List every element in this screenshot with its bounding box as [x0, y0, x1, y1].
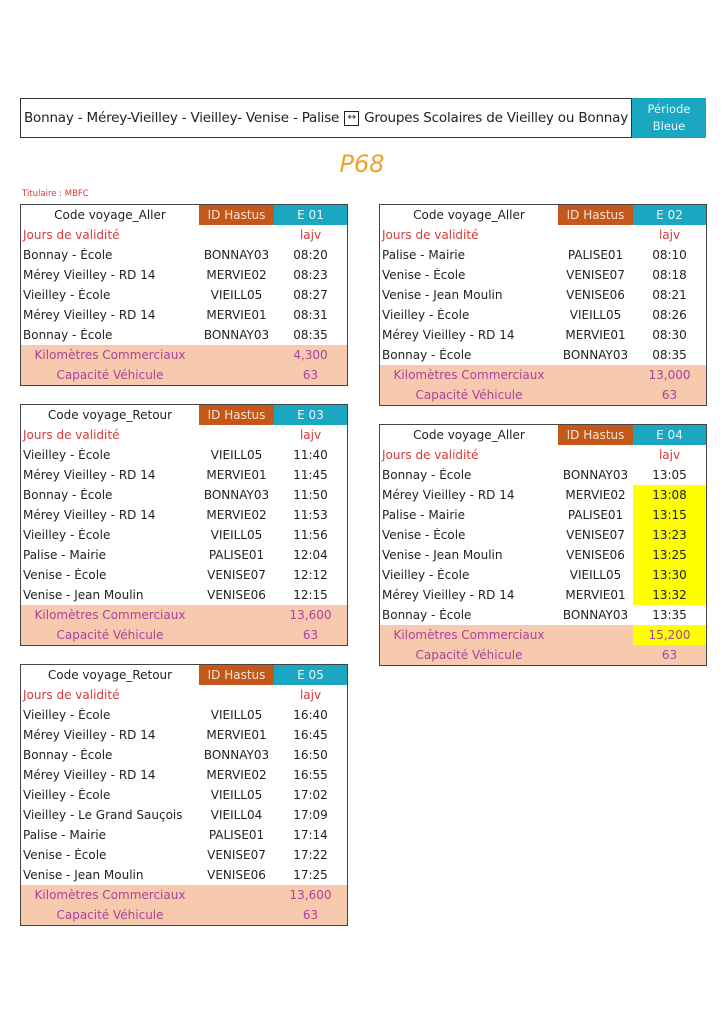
validity-value: lajv [658, 448, 681, 462]
stop-time: 11:40 [293, 448, 328, 462]
stop-id: VENISE07 [207, 568, 266, 582]
stop-id: MERVIE02 [565, 488, 626, 502]
stop-row [21, 325, 347, 345]
trip-header-row [380, 205, 706, 225]
stop-time: 08:20 [293, 248, 328, 262]
validity-label: Jours de validité [23, 228, 120, 242]
stop-id: MERVIE01 [206, 468, 267, 482]
stop-time: 17:22 [293, 848, 328, 862]
stop-name: Vieilley - École [382, 308, 470, 322]
trip-header-row [21, 205, 347, 225]
stop-id: VIEILL05 [210, 708, 263, 722]
stop-time: 08:23 [293, 268, 328, 282]
km-label: Kilomètres Commerciaux [34, 888, 186, 902]
route-from: Bonnay - Mérey-Vieilley - Vieilley- Venise - Palise [23, 110, 340, 126]
stop-id: BONNAY03 [203, 748, 270, 762]
stop-id: MERVIE01 [206, 308, 267, 322]
stop-row [21, 265, 347, 285]
stop-row [21, 785, 347, 805]
stop-id: VIEILL04 [210, 808, 263, 822]
stop-time: 16:45 [293, 728, 328, 742]
km-label: Kilomètres Commerciaux [393, 368, 545, 382]
stop-row [380, 265, 706, 285]
stop-time: 13:30 [633, 565, 706, 585]
stop-time: 16:40 [293, 708, 328, 722]
stop-time: 11:50 [293, 488, 328, 502]
validity-label: Jours de validité [382, 448, 479, 462]
stop-time: 11:56 [293, 528, 328, 542]
stop-name: Venise - École [382, 268, 466, 282]
stop-id: BONNAY03 [203, 488, 270, 502]
stop-name: Mérey Vieilley - RD 14 [382, 328, 515, 342]
validity-row [21, 225, 347, 245]
stop-row [21, 805, 347, 825]
stop-row [380, 325, 706, 345]
capacity-row [21, 905, 347, 925]
stop-id: MERVIE01 [565, 588, 626, 602]
trip-direction-label: Code voyage_Retour [47, 408, 173, 422]
capacity-value: 63 [661, 648, 678, 662]
stop-row [380, 505, 706, 525]
capacity-value: 63 [302, 908, 319, 922]
stop-name: Bonnay - École [382, 608, 472, 622]
stop-time: 13:35 [652, 608, 687, 622]
capacity-label: Capacité Véhicule [56, 908, 164, 922]
id-hastus-header: ID Hastus [558, 205, 633, 225]
stop-row [21, 725, 347, 745]
trip-id-badge: E 03 [274, 405, 347, 425]
stop-time: 13:15 [633, 505, 706, 525]
stop-row [380, 585, 706, 605]
stop-row [380, 565, 706, 585]
stop-time: 16:55 [293, 768, 328, 782]
stop-row [21, 545, 347, 565]
stop-name: Mérey Vieilley - RD 14 [23, 728, 156, 742]
km-row [21, 345, 347, 365]
capacity-row [21, 365, 347, 385]
id-hastus-header: ID Hastus [558, 425, 633, 445]
trip-table [379, 424, 707, 666]
validity-label: Jours de validité [23, 428, 120, 442]
stop-row [21, 865, 347, 885]
validity-value: lajv [299, 428, 322, 442]
line-code-title: P68 [339, 150, 385, 178]
stop-time: 08:27 [293, 288, 328, 302]
stop-name: Venise - Jean Moulin [382, 288, 503, 302]
stop-id: MERVIE02 [206, 508, 267, 522]
stop-row [21, 765, 347, 785]
stop-name: Palise - Mairie [382, 248, 466, 262]
capacity-label: Capacité Véhicule [415, 648, 523, 662]
id-hastus-header: ID Hastus [199, 205, 274, 225]
stop-name: Venise - Jean Moulin [382, 548, 503, 562]
stop-id: BONNAY03 [203, 248, 270, 262]
stop-time: 13:08 [633, 485, 706, 505]
km-row [21, 885, 347, 905]
stop-name: Vieilley - École [23, 788, 111, 802]
stop-name: Bonnay - École [382, 468, 472, 482]
km-value: 13,600 [289, 608, 332, 622]
stop-row [21, 825, 347, 845]
stop-id: MERVIE02 [206, 268, 267, 282]
trip-table [20, 664, 348, 926]
stop-id: VENISE07 [566, 268, 625, 282]
trip-id-badge: E 05 [274, 665, 347, 685]
stop-row [380, 465, 706, 485]
stop-time: 13:05 [652, 468, 687, 482]
trip-table [379, 204, 707, 406]
capacity-value: 63 [302, 628, 319, 642]
stop-name: Venise - École [23, 848, 107, 862]
stop-name: Palise - Mairie [23, 828, 107, 842]
stop-row [380, 485, 706, 505]
stop-id: VENISE06 [566, 288, 625, 302]
route-to: Groupes Scolaires de Vieilley ou Bonnay [364, 110, 629, 126]
km-label: Kilomètres Commerciaux [34, 348, 186, 362]
stop-time: 13:25 [633, 545, 706, 565]
stop-row [21, 845, 347, 865]
trip-header-row [380, 425, 706, 445]
stop-name: Venise - École [23, 568, 107, 582]
trip-direction-label: Code voyage_Aller [54, 208, 166, 222]
stop-time: 17:25 [293, 868, 328, 882]
stop-row [380, 245, 706, 265]
stop-id: BONNAY03 [562, 468, 629, 482]
stop-row [21, 705, 347, 725]
stop-row [380, 605, 706, 625]
validity-label: Jours de validité [382, 228, 479, 242]
stop-name: Bonnay - École [382, 348, 472, 362]
km-value: 4,300 [293, 348, 328, 362]
stop-time: 08:10 [652, 248, 687, 262]
stop-id: BONNAY03 [203, 328, 270, 342]
stop-time: 08:35 [652, 348, 687, 362]
stop-id: PALISE01 [567, 248, 624, 262]
trip-table [20, 204, 348, 386]
stop-time: 08:35 [293, 328, 328, 342]
stop-row [21, 485, 347, 505]
stop-time: 08:31 [293, 308, 328, 322]
stop-name: Venise - Jean Moulin [23, 868, 144, 882]
stop-name: Palise - Mairie [382, 508, 466, 522]
km-row [380, 625, 706, 645]
km-value: 13,600 [289, 888, 332, 902]
stop-time: 11:45 [293, 468, 328, 482]
km-label: Kilomètres Commerciaux [34, 608, 186, 622]
stop-name: Bonnay - École [23, 248, 113, 262]
validity-value: lajv [658, 228, 681, 242]
capacity-label: Capacité Véhicule [56, 628, 164, 642]
stop-name: Mérey Vieilley - RD 14 [23, 308, 156, 322]
stop-name: Mérey Vieilley - RD 14 [23, 468, 156, 482]
id-hastus-header: ID Hastus [199, 405, 274, 425]
stop-name: Mérey Vieilley - RD 14 [23, 268, 156, 282]
km-value: 15,200 [633, 625, 706, 645]
capacity-row [380, 645, 706, 665]
stop-name: Bonnay - École [23, 328, 113, 342]
stop-name: Mérey Vieilley - RD 14 [382, 488, 515, 502]
stop-name: Vieilley - École [23, 708, 111, 722]
validity-row [21, 425, 347, 445]
stop-row [21, 445, 347, 465]
stop-id: VENISE06 [207, 868, 266, 882]
stop-id: PALISE01 [208, 828, 265, 842]
stop-id: VIEILL05 [210, 448, 263, 462]
holder-label: Titulaire : MBFC [22, 189, 89, 199]
period-badge [632, 98, 706, 138]
capacity-row [380, 385, 706, 405]
km-row [380, 365, 706, 385]
stop-row [21, 305, 347, 325]
validity-value: lajv [299, 228, 322, 242]
stop-id: BONNAY03 [562, 608, 629, 622]
stop-name: Vieilley - École [23, 528, 111, 542]
stop-id: VENISE06 [207, 588, 266, 602]
validity-value: lajv [299, 688, 322, 702]
stop-id: VIEILL05 [569, 568, 622, 582]
stop-row [21, 465, 347, 485]
stop-time: 08:30 [652, 328, 687, 342]
double-arrow-icon: ↔ [344, 111, 359, 126]
stop-name: Venise - École [382, 528, 466, 542]
stop-time: 17:14 [293, 828, 328, 842]
stop-id: PALISE01 [567, 508, 624, 522]
stop-time: 17:09 [293, 808, 328, 822]
stop-id: BONNAY03 [562, 348, 629, 362]
capacity-value: 63 [661, 388, 678, 402]
km-row [21, 605, 347, 625]
capacity-value: 63 [302, 368, 319, 382]
stop-row [21, 505, 347, 525]
trip-header-row [21, 405, 347, 425]
stop-time: 12:12 [293, 568, 328, 582]
capacity-label: Capacité Véhicule [415, 388, 523, 402]
stop-name: Vieilley - École [23, 288, 111, 302]
route-header [20, 98, 632, 138]
stop-row [21, 745, 347, 765]
stop-row [21, 565, 347, 585]
stop-row [21, 525, 347, 545]
stop-time: 13:23 [633, 525, 706, 545]
trip-direction-label: Code voyage_Aller [413, 208, 525, 222]
validity-row [380, 225, 706, 245]
period-line-1: Période [647, 102, 691, 116]
km-value: 13,000 [648, 368, 691, 382]
stop-id: VIEILL05 [210, 788, 263, 802]
capacity-row [21, 625, 347, 645]
stop-time: 11:53 [293, 508, 328, 522]
validity-label: Jours de validité [23, 688, 120, 702]
stop-name: Bonnay - École [23, 488, 113, 502]
id-hastus-header: ID Hastus [199, 665, 274, 685]
stop-time: 12:15 [293, 588, 328, 602]
stop-id: PALISE01 [208, 548, 265, 562]
trip-direction-label: Code voyage_Aller [413, 428, 525, 442]
capacity-label: Capacité Véhicule [56, 368, 164, 382]
stop-row [380, 345, 706, 365]
stop-name: Vieilley - École [382, 568, 470, 582]
stop-time: 08:26 [652, 308, 687, 322]
stop-time: 08:21 [652, 288, 687, 302]
stop-row [21, 285, 347, 305]
stop-id: MERVIE01 [565, 328, 626, 342]
trip-id-badge: E 04 [633, 425, 706, 445]
validity-row [380, 445, 706, 465]
stop-name: Vieilley - École [23, 448, 111, 462]
km-label: Kilomètres Commerciaux [393, 628, 545, 642]
stop-id: VIEILL05 [210, 528, 263, 542]
stop-row [21, 585, 347, 605]
stop-row [380, 305, 706, 325]
stop-row [21, 245, 347, 265]
stop-time: 08:18 [652, 268, 687, 282]
validity-row [21, 685, 347, 705]
stop-name: Venise - Jean Moulin [23, 588, 144, 602]
stop-id: VIEILL05 [210, 288, 263, 302]
stop-id: VIEILL05 [569, 308, 622, 322]
trip-header-row [21, 665, 347, 685]
stop-id: VENISE06 [566, 548, 625, 562]
stop-time: 16:50 [293, 748, 328, 762]
stop-id: MERVIE02 [206, 768, 267, 782]
stop-name: Vieilley - Le Grand Sauçois [23, 808, 183, 822]
stop-time: 13:32 [633, 585, 706, 605]
trip-direction-label: Code voyage_Retour [47, 668, 173, 682]
period-line-2: Bleue [652, 119, 686, 133]
stop-name: Mérey Vieilley - RD 14 [23, 508, 156, 522]
stop-time: 12:04 [293, 548, 328, 562]
trip-id-badge: E 01 [274, 205, 347, 225]
stop-time: 17:02 [293, 788, 328, 802]
stop-id: VENISE07 [207, 848, 266, 862]
stop-id: MERVIE01 [206, 728, 267, 742]
stop-name: Palise - Mairie [23, 548, 107, 562]
trip-id-badge: E 02 [633, 205, 706, 225]
stop-id: VENISE07 [566, 528, 625, 542]
stop-name: Mérey Vieilley - RD 14 [382, 588, 515, 602]
stop-row [380, 545, 706, 565]
stop-row [380, 525, 706, 545]
stop-name: Mérey Vieilley - RD 14 [23, 768, 156, 782]
stop-name: Bonnay - École [23, 748, 113, 762]
trip-table [20, 404, 348, 646]
stop-row [380, 285, 706, 305]
